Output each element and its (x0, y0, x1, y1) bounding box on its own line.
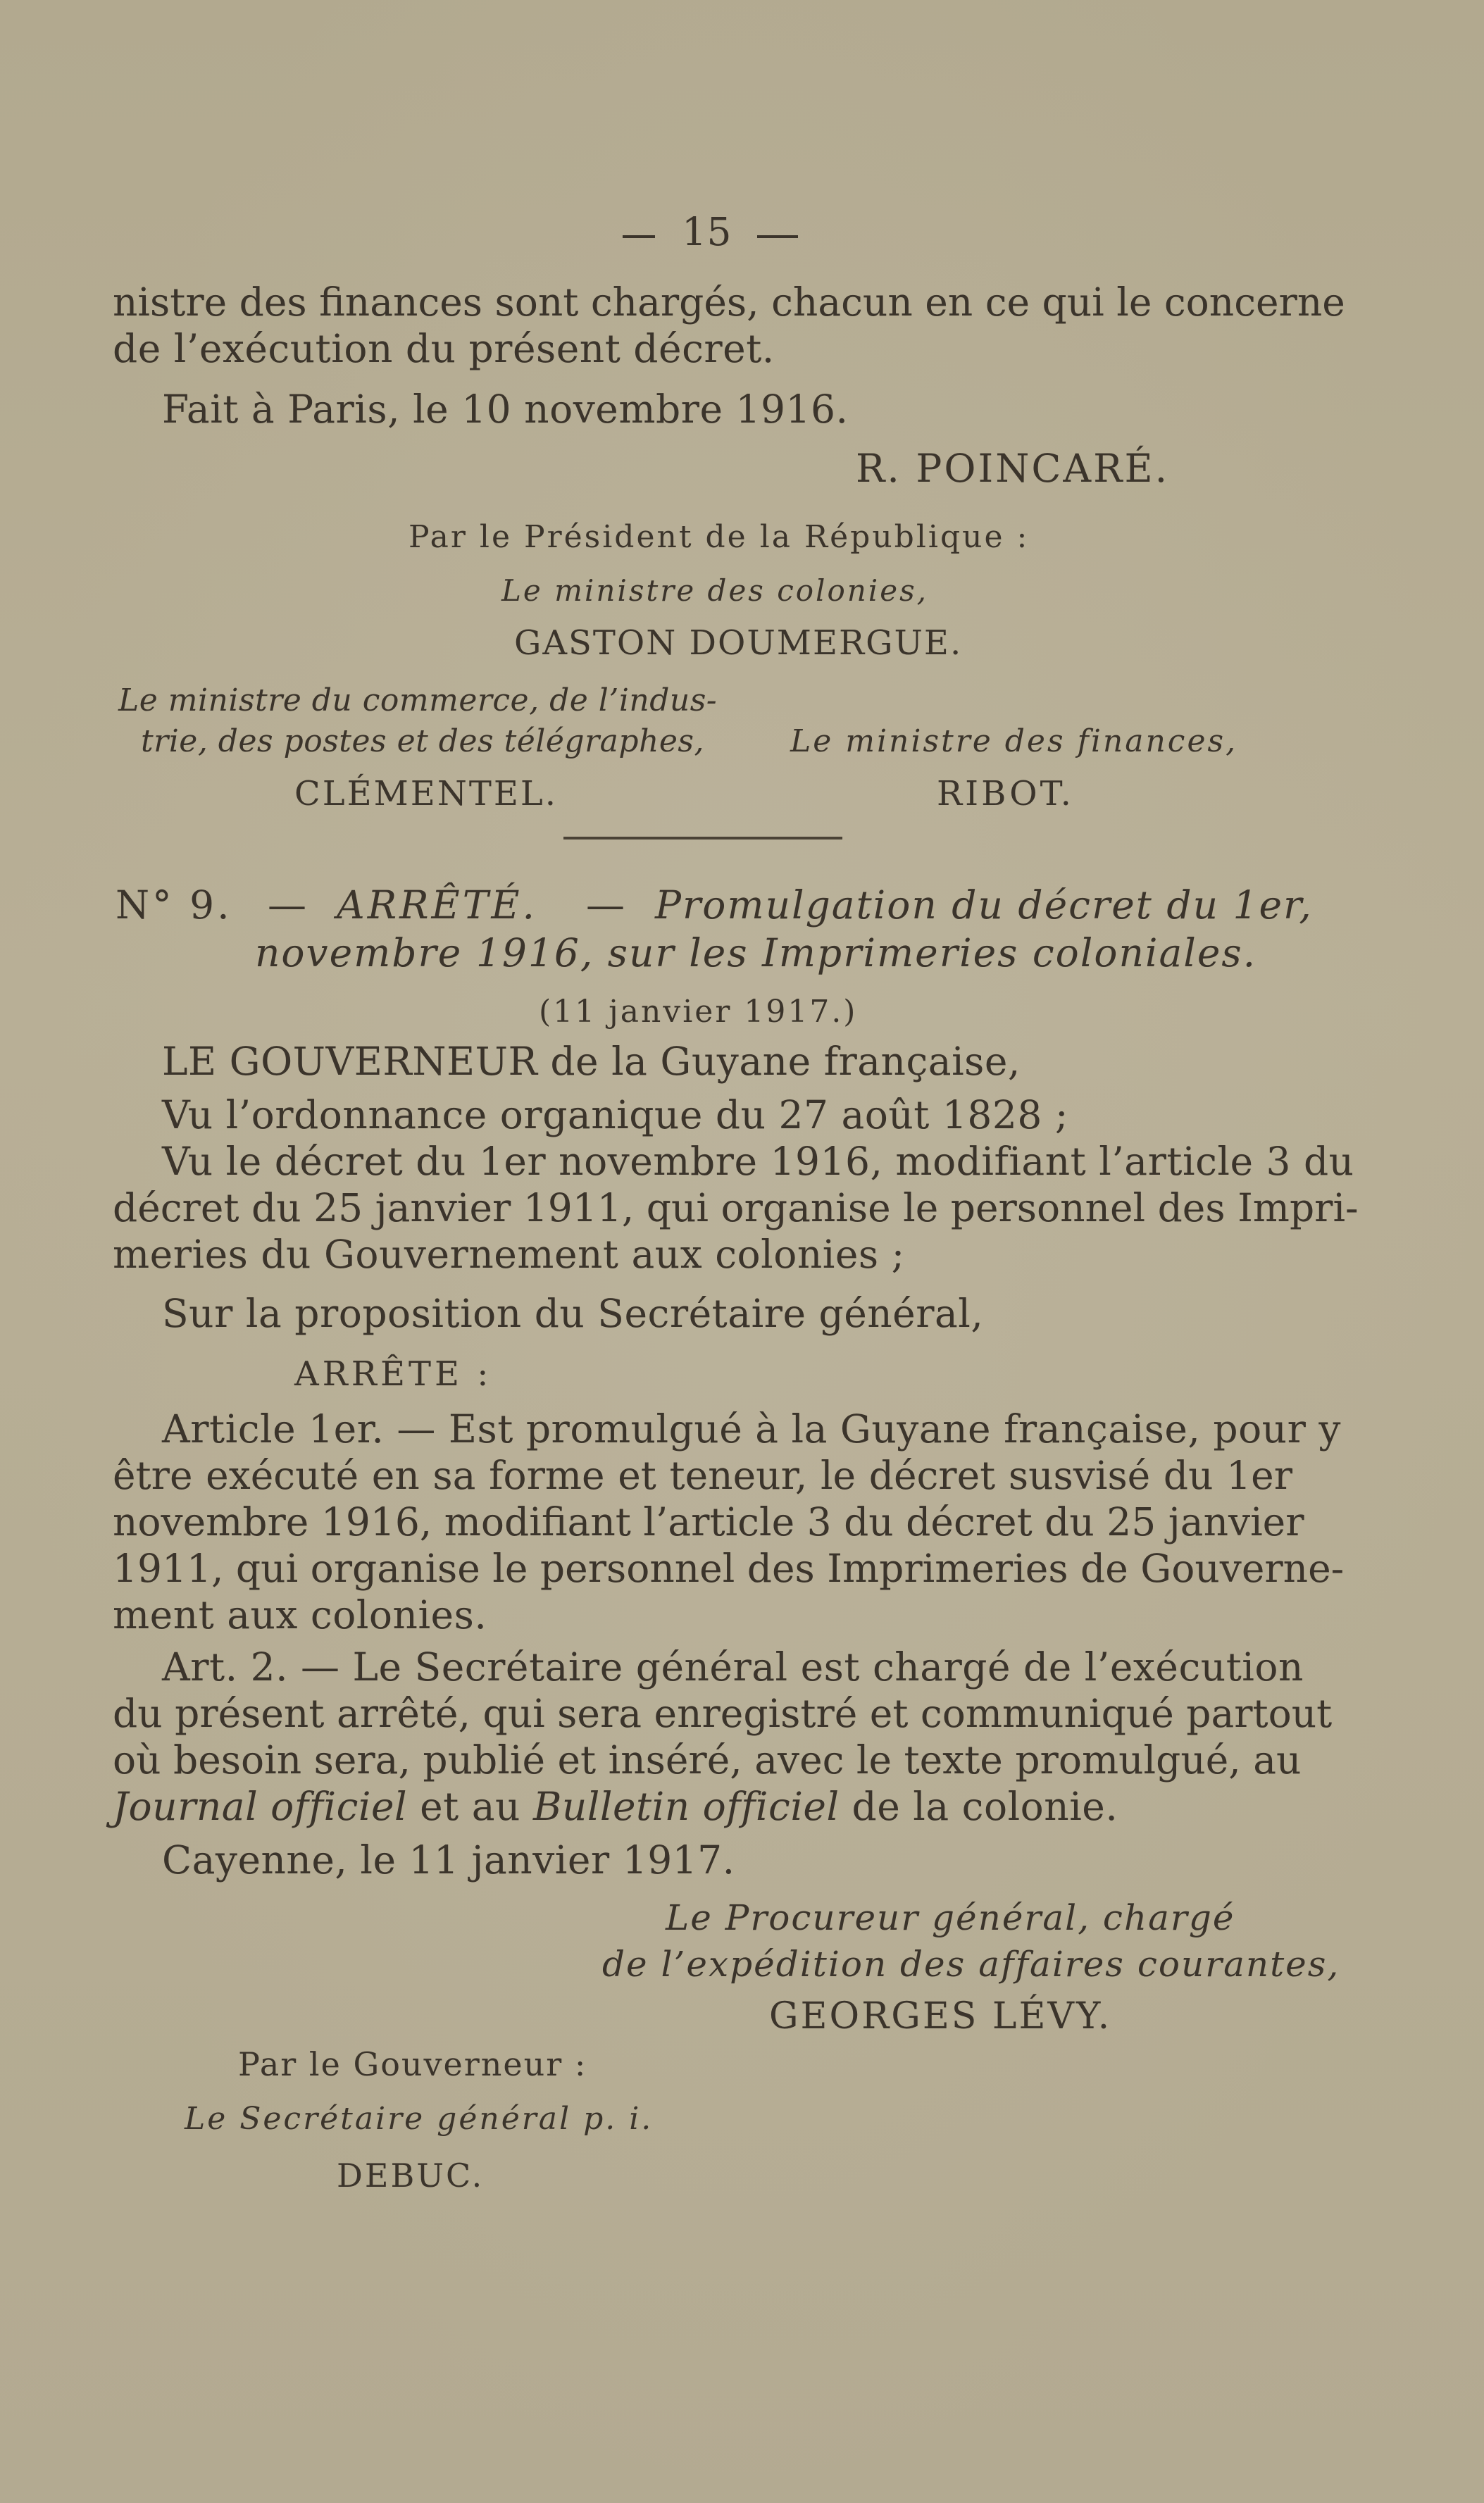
article-2-text: et au (407, 1784, 533, 1829)
arrete-title-l2: novembre 1916, sur les Imprimeries coloniales. (255, 930, 1257, 975)
sur-line: Sur la proposition du Secrétaire général, (162, 1291, 984, 1336)
article-1-line: Article 1er. — Est promulgué à la Guyane française, pour y (162, 1406, 1341, 1452)
section-divider (563, 837, 842, 839)
arrete-label: ARRÊTE : (294, 1354, 492, 1394)
arrete-dash-2: — (586, 882, 625, 928)
procureur-title-l1: Le Procureur général, chargé (666, 1897, 1235, 1938)
article-1-line: 1911, qui organise le personnel des Imprimeries de Gouverne- (113, 1546, 1345, 1591)
decree-text-line: de l’exécution du présent décret. (113, 326, 775, 371)
article-2-text: de la colonie. (839, 1784, 1118, 1829)
page-number: 15 (682, 209, 732, 254)
page-number-dash-left (623, 235, 655, 238)
ministre-commerce-title-l2: trie, des postes et des télégraphes, (141, 723, 704, 759)
arrete-date: (11 janvier 1917.) (539, 994, 858, 1030)
page-number-dash-right (757, 235, 798, 238)
article-2-line (113, 1783, 1118, 1830)
article-1-line: novembre 1916, modifiant l’article 3 du décret du 25 janvier (113, 1499, 1304, 1544)
par-le-president: Par le Président de la République : (409, 519, 1030, 555)
procureur-title-l2: de l’expédition des affaires courantes, (602, 1944, 1340, 1985)
doumergue-signature: GASTON DOUMERGUE. (514, 623, 963, 663)
president-signature: R. POINCARÉ. (856, 446, 1170, 491)
article-1-line: être exécuté en sa forme et teneur, le décret susvisé du 1er (113, 1453, 1292, 1498)
clementel-signature: CLÉMENTEL. (294, 774, 559, 813)
par-le-gouverneur: Par le Gouverneur : (238, 2045, 587, 2083)
arrete-title-l1: Promulgation du décret du 1er, (655, 882, 1313, 928)
arrete-dash: — (268, 882, 307, 928)
vu-line: Vu l’ordonnance organique du 27 août 1828 ; (162, 1092, 1068, 1137)
gouverneur-line: LE GOUVERNEUR de la Guyane française, (162, 1039, 1021, 1084)
secretaire-title: Le Secrétaire général p. i. (185, 2101, 654, 2137)
vu-line: décret du 25 janvier 1911, qui organise le personnel des Impri- (113, 1185, 1359, 1230)
arrete-number: N° 9. (116, 882, 232, 928)
cayenne-line: Cayenne, le 11 janvier 1917. (162, 1837, 735, 1883)
levy-signature: GEORGES LÉVY. (769, 1995, 1112, 2037)
article-2-line: Art. 2. — Le Secrétaire général est chargé de l’exécution (162, 1644, 1304, 1690)
vu-line: meries du Gouvernement aux colonies ; (113, 1232, 905, 1277)
ministre-commerce-title-l1: Le ministre du commerce, de l’indus- (118, 682, 718, 718)
decree-fait-line: Fait à Paris, le 10 novembre 1916. (162, 387, 849, 432)
journal-officiel: Journal officiel (113, 1784, 408, 1829)
debuc-signature: DEBUC. (337, 2156, 485, 2195)
decree-text-line: nistre des finances sont chargés, chacun en ce qui le concerne (113, 280, 1345, 325)
article-2-line: où besoin sera, publié et inséré, avec le texte promulgué, au (113, 1737, 1302, 1783)
arrete-type: ARRÊTÉ. (337, 882, 538, 928)
vu-line: Vu le décret du 1er novembre 1916, modifiant l’article 3 du (162, 1139, 1354, 1184)
ministre-colonies-title: Le ministre des colonies, (501, 573, 928, 608)
bulletin-officiel: Bulletin officiel (532, 1784, 840, 1829)
article-2-line: du présent arrêté, qui sera enregistré et communiqué partout (113, 1691, 1333, 1736)
article-1-line: ment aux colonies. (113, 1592, 487, 1637)
ribot-signature: RIBOT. (937, 774, 1074, 813)
ministre-finances-title: Le ministre des finances, (790, 723, 1238, 759)
